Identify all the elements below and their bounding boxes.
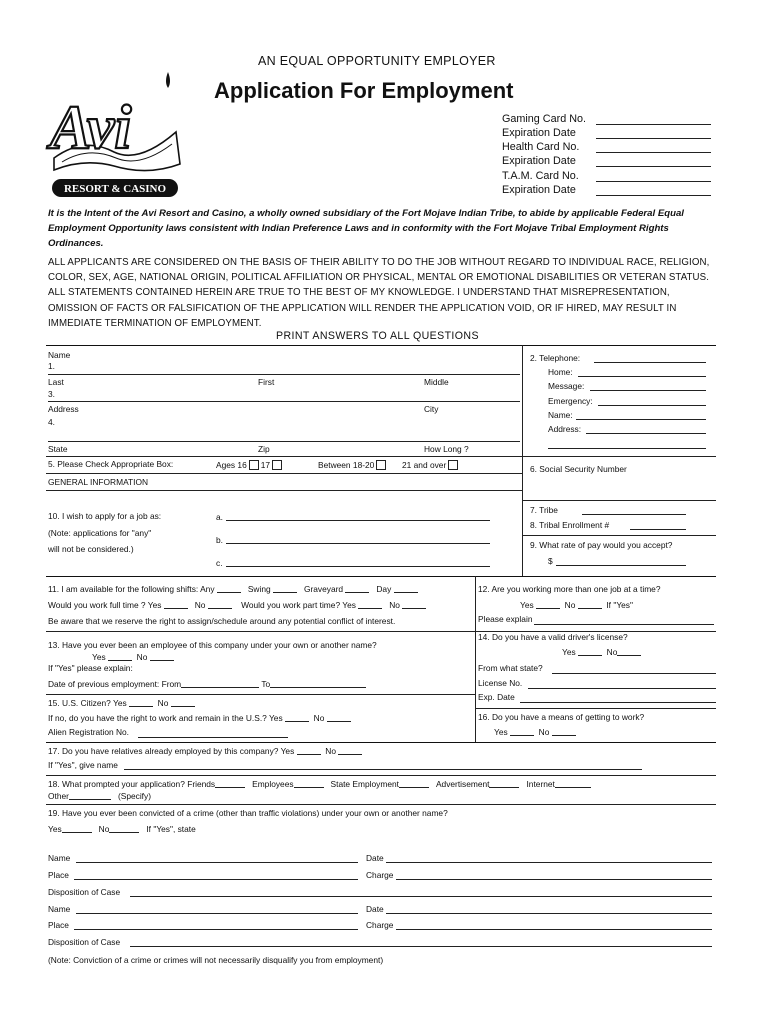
conviction-no-label: No: [98, 824, 110, 834]
last-label: Last: [48, 377, 64, 387]
tribal-enrollment-label: 8. Tribal Enrollment #: [530, 520, 610, 530]
conviction-name-label: Name: [48, 853, 71, 863]
job-a-field[interactable]: [226, 520, 490, 521]
multiple-jobs-no-field[interactable]: [578, 601, 602, 609]
age-17-label: 17: [260, 460, 271, 470]
applicant-statement: ALL APPLICANTS ARE CONSIDERED ON THE BASIS OF THEIR ABILITY TO DO THE JOB WITHOUT REGARD TO INDIVIDUAL RACE, RELIGION, COLOR, SEX, AGE, NATIONAL ORIGIN, POLITICAL AFFILIATION OR PHYSICAL, MENTAL OR EMOTIONAL DISABILITIES OR VETERAN STATUS. ALL STATEMENTS CONTAINED HEREIN ARE TRUE TO THE BEST OF MY KNOWLEDGE. I UNDERSTAND THAT MISREPRESENTATION, OMISSION OF FACTS OR FALSIFICATION OF THE APPLICATION WILL RENDER THE APPLICATION VOID, OR IF HIRED, MAY RESULT IN IMMEDIATE TERMINATION OF EMPLOYMENT.: [48, 257, 710, 329]
fulltime-yes-label: Would you work full time ? Yes: [48, 600, 162, 610]
tribal-enrollment-field[interactable]: [630, 529, 686, 530]
conviction-date-field[interactable]: [386, 913, 712, 914]
tribe-field[interactable]: [582, 514, 686, 515]
age-option-16: [216, 460, 284, 470]
conviction-answer: [48, 825, 196, 834]
telephone-field[interactable]: [594, 362, 706, 363]
work-right-no-field[interactable]: [327, 714, 351, 722]
divider: [522, 456, 716, 457]
conviction-place-label: Place: [48, 920, 69, 930]
job-c-field[interactable]: [226, 566, 490, 567]
shift-any-field[interactable]: [217, 585, 241, 593]
pay-rate-field[interactable]: [556, 565, 686, 566]
age-question: 5. Please Check Appropriate Box:: [48, 459, 174, 469]
parttime-no-label: No: [389, 600, 400, 610]
message-label: Message:: [548, 381, 585, 391]
license-number-field[interactable]: [528, 688, 716, 689]
divider: [46, 490, 522, 491]
conviction-name-field[interactable]: [76, 913, 358, 914]
referral-friends-field[interactable]: [215, 780, 245, 788]
tam-exp-field[interactable]: [596, 195, 711, 196]
relatives-yes-field[interactable]: [297, 747, 321, 755]
license-exp-field[interactable]: [520, 702, 716, 703]
telephone-label: 2. Telephone:: [530, 353, 581, 363]
job-question: 10. I wish to apply for a job as:: [48, 511, 162, 521]
conviction-disposition-label: Disposition of Case: [48, 887, 121, 897]
conviction-place-field[interactable]: [74, 879, 358, 880]
divider: [46, 804, 716, 805]
prior-employment-to-label: To: [261, 679, 271, 689]
address-label: Address: [48, 404, 79, 414]
parttime-no-field[interactable]: [402, 601, 426, 609]
divider: [46, 775, 716, 776]
multiple-jobs-question: 12. Are you working more than one job at a time?: [478, 584, 661, 594]
shifts-question: [48, 585, 418, 594]
gaming-exp-label: Expiration Date: [502, 127, 576, 139]
divider: [46, 742, 716, 743]
conviction-place-field[interactable]: [74, 929, 358, 930]
multiple-jobs-no-label: No: [564, 600, 576, 610]
drivers-license-answer: [562, 648, 641, 657]
age-option-21: [402, 460, 460, 470]
job-b-label: b.: [216, 535, 223, 545]
emergency-address-label: Address:: [548, 424, 582, 434]
referral-employees-field[interactable]: [294, 780, 324, 788]
name-field[interactable]: [48, 374, 520, 375]
drivers-license-no-label: No: [606, 647, 618, 657]
health-exp-label: Expiration Date: [502, 155, 576, 167]
referral-employees-label: Employees: [252, 779, 294, 789]
relatives-no-label: No: [325, 746, 336, 756]
emergency-phone-field[interactable]: [598, 405, 706, 406]
alien-registration-field[interactable]: [138, 737, 288, 738]
conviction-note: (Note: Conviction of a crime or crimes will not necessarily disqualify you from employment): [48, 955, 384, 965]
conviction-charge-field[interactable]: [396, 929, 712, 930]
conviction-date-label: Date: [366, 904, 384, 914]
drivers-license-yes-label: Yes: [562, 647, 576, 657]
work-right-yes-field[interactable]: [285, 714, 309, 722]
field-number: 3.: [48, 389, 55, 399]
state-label: State: [48, 444, 68, 454]
shifts-any-label: 11. I am available for the following shifts: Any: [48, 584, 215, 594]
age-option-18-20: [318, 460, 388, 470]
health-exp-field[interactable]: [596, 166, 711, 167]
shift-day-field[interactable]: [394, 585, 418, 593]
referral-internet-label: Internet: [526, 779, 555, 789]
shift-swing-label: Swing: [247, 584, 271, 594]
logo: [44, 66, 194, 200]
prior-employment-from-label: Date of previous employment: From: [48, 679, 182, 689]
multiple-jobs-ifyes-label: If "Yes": [606, 600, 633, 610]
address-field[interactable]: [48, 401, 520, 402]
work-right-question: [48, 714, 351, 723]
job-c-label: c.: [216, 558, 223, 568]
conviction-charge-label: Charge: [366, 920, 394, 930]
multiple-jobs-yes-label: Yes: [520, 600, 534, 610]
middle-label: Middle: [424, 377, 449, 387]
conviction-disposition-field[interactable]: [130, 896, 712, 897]
age-16-checkbox[interactable]: [249, 460, 259, 470]
alien-registration-label: Alien Registration No.: [48, 727, 129, 737]
prior-employee-explain-label: If "Yes" please explain:: [48, 663, 133, 673]
citizen-yes-field[interactable]: [129, 699, 153, 707]
referral-other-field[interactable]: [69, 792, 111, 800]
prior-employee-no-field[interactable]: [150, 653, 174, 661]
prior-employment-from-field[interactable]: [181, 680, 259, 688]
column-divider: [522, 345, 523, 576]
tam-card-field[interactable]: [596, 181, 711, 182]
gaming-exp-field[interactable]: [596, 138, 711, 139]
transport-no-field[interactable]: [552, 728, 576, 736]
fulltime-question: [48, 601, 426, 610]
age-21-checkbox[interactable]: [448, 460, 458, 470]
zip-label: Zip: [258, 444, 270, 454]
conviction-date-field[interactable]: [386, 862, 712, 863]
intent-statement: It is the Intent of the Avi Resort and Casino, a wholly owned subsidiary of the Fort Mojave Indian Tribe, to abide by applicable Federal Equal Employment Opportunity laws consistent with Indian Preference Laws and in conformity with the Fort Mojave Tribal Employment Rights Ordinances.: [48, 208, 684, 249]
prior-employee-answer: [92, 653, 174, 662]
referral-question: [48, 780, 591, 789]
work-right-no-label: No: [313, 713, 325, 723]
prior-employment-dates: [48, 680, 366, 689]
multiple-jobs-explain-field[interactable]: [534, 624, 714, 625]
home-label: Home:: [548, 367, 573, 377]
job-note: (Note: applications for "any": [48, 528, 152, 538]
work-right-yes-label: If no, do you have the right to work and remain in the U.S.? Yes: [48, 713, 283, 723]
ssn-label: 6. Social Security Number: [530, 464, 627, 474]
age-21-label: 21 and over: [402, 460, 447, 470]
conviction-date-label: Date: [366, 853, 384, 863]
relatives-name-field[interactable]: [124, 769, 642, 770]
transport-answer: [494, 728, 576, 737]
conviction-charge-field[interactable]: [396, 879, 712, 880]
citizen-question: [48, 699, 195, 708]
tam-exp-label: Expiration Date: [502, 184, 576, 196]
multiple-jobs-explain-label: Please explain: [478, 614, 533, 624]
prior-employee-yes-field[interactable]: [108, 653, 132, 661]
conviction-place-label: Place: [48, 870, 69, 880]
emergency-label: Emergency:: [548, 396, 593, 406]
how-long-label: How Long ?: [424, 444, 469, 454]
logo-tagline: RESORT & CASINO: [63, 183, 167, 195]
conviction-yes-field[interactable]: [62, 825, 92, 833]
transport-yes-label: Yes: [494, 727, 508, 737]
referral-specify-label: (Specify): [117, 791, 151, 801]
multiple-jobs-yes-field[interactable]: [536, 601, 560, 609]
emergency-address-field[interactable]: [586, 433, 706, 434]
home-phone-field[interactable]: [578, 376, 706, 377]
message-phone-field[interactable]: [590, 390, 706, 391]
citizen-yes-label: 15. U.S. Citizen? Yes: [48, 698, 127, 708]
fulltime-no-field[interactable]: [208, 601, 232, 609]
conviction-ifyes-label: If "Yes", state: [146, 824, 196, 834]
logo-wordmark: Avi: [50, 94, 132, 162]
age-17-checkbox[interactable]: [272, 460, 282, 470]
license-number-label: License No.: [478, 678, 523, 688]
prior-employee-yes-label: Yes: [92, 652, 106, 662]
pay-rate-label: 9. What rate of pay would you accept?: [530, 540, 673, 550]
field-number: 4.: [48, 417, 55, 427]
shift-graveyard-label: Graveyard: [303, 584, 344, 594]
divider: [46, 473, 522, 474]
referral-ad-field[interactable]: [489, 780, 519, 788]
drivers-license-yes-field[interactable]: [578, 648, 602, 656]
divider: [46, 345, 716, 346]
name-label: Name: [48, 350, 71, 360]
relatives-no-field[interactable]: [338, 747, 362, 755]
referral-friends-label: 18. What prompted your application? Friends: [48, 779, 216, 789]
print-instruction: PRINT ANSWERS TO ALL QUESTIONS: [276, 330, 479, 342]
prior-employee-no-label: No: [136, 652, 148, 662]
drivers-license-question: 14. Do you have a valid driver's license?: [478, 632, 628, 642]
referral-other-label: Other: [48, 791, 69, 801]
divider: [522, 535, 716, 536]
conviction-name-label: Name: [48, 904, 71, 914]
drivers-license-no-field[interactable]: [617, 648, 641, 656]
age-18-20-checkbox[interactable]: [376, 460, 386, 470]
column-divider: [475, 576, 476, 742]
fulltime-yes-field[interactable]: [164, 601, 188, 609]
relatives-yes-label: 17. Do you have relatives already employed by this company? Yes: [48, 746, 295, 756]
license-exp-label: Exp. Date: [478, 692, 515, 702]
field-number: 1.: [48, 361, 55, 371]
tribe-label: 7. Tribe: [530, 505, 558, 515]
shift-graveyard-field[interactable]: [345, 585, 369, 593]
parttime-yes-label: Would you work part time? Yes: [241, 600, 356, 610]
tam-card-label: T.A.M. Card No.: [502, 170, 579, 182]
shift-day-label: Day: [376, 584, 392, 594]
prior-employment-to-field[interactable]: [270, 680, 366, 688]
city-label: City: [424, 404, 439, 414]
job-note: will not be considered.): [48, 544, 134, 554]
referral-other: [48, 792, 151, 801]
fulltime-no-label: No: [194, 600, 206, 610]
job-b-field[interactable]: [226, 543, 490, 544]
eeo-heading: AN EQUAL OPPORTUNITY EMPLOYER: [258, 54, 496, 68]
emergency-address-field-2[interactable]: [548, 448, 706, 449]
prior-employee-question: 13. Have you ever been an employee of this company under your own or another name?: [48, 640, 377, 650]
referral-internet-field[interactable]: [555, 780, 591, 788]
state-zip-field[interactable]: [48, 441, 520, 442]
conviction-disposition-field[interactable]: [130, 946, 712, 947]
referral-state-field[interactable]: [399, 780, 429, 788]
dollar-sign: $: [548, 556, 553, 566]
conviction-yes-label: Yes: [48, 824, 62, 834]
shift-swing-field[interactable]: [273, 585, 297, 593]
relatives-name-label: If "Yes", give name: [48, 760, 118, 770]
ssn-field[interactable]: [522, 500, 716, 501]
license-state-field[interactable]: [552, 673, 716, 674]
logo-graphic: [44, 66, 194, 200]
transport-question: 16. Do you have a means of getting to work?: [478, 712, 645, 722]
divider: [475, 708, 716, 709]
license-state-label: From what state?: [478, 663, 543, 673]
emergency-name-label: Name:: [548, 410, 573, 420]
conviction-name-field[interactable]: [76, 862, 358, 863]
relatives-question: [48, 747, 362, 756]
emergency-name-field[interactable]: [576, 419, 706, 420]
conflict-notice: Be aware that we reserve the right to assign/schedule around any potential conflict of interest.: [48, 616, 396, 626]
referral-ad-label: Advertisement: [435, 779, 490, 789]
citizen-no-label: No: [157, 698, 169, 708]
multiple-jobs-answer: [520, 601, 633, 610]
citizen-no-field[interactable]: [171, 699, 195, 707]
age-16-label: Ages 16: [216, 460, 247, 470]
page-title: Application For Employment: [214, 78, 514, 103]
conviction-disposition-label: Disposition of Case: [48, 937, 121, 947]
conviction-charge-label: Charge: [366, 870, 394, 880]
parttime-yes-field[interactable]: [358, 601, 382, 609]
first-label: First: [258, 377, 275, 387]
age-18-20-label: Between 18-20: [318, 460, 375, 470]
health-card-label: Health Card No.: [502, 141, 580, 153]
job-a-label: a.: [216, 512, 223, 522]
divider: [46, 456, 522, 457]
gaming-card-field[interactable]: [596, 124, 711, 125]
referral-state-label: State Employment: [330, 779, 399, 789]
divider: [46, 694, 475, 695]
transport-no-label: No: [538, 727, 550, 737]
conviction-no-field[interactable]: [109, 825, 139, 833]
conviction-question: 19. Have you ever been convicted of a crime (other than traffic violations) under your own or another name?: [48, 808, 448, 818]
gaming-card-label: Gaming Card No.: [502, 113, 587, 125]
health-card-field[interactable]: [596, 152, 711, 153]
general-info-heading: GENERAL INFORMATION: [48, 477, 149, 487]
divider: [46, 576, 716, 577]
transport-yes-field[interactable]: [510, 728, 534, 736]
